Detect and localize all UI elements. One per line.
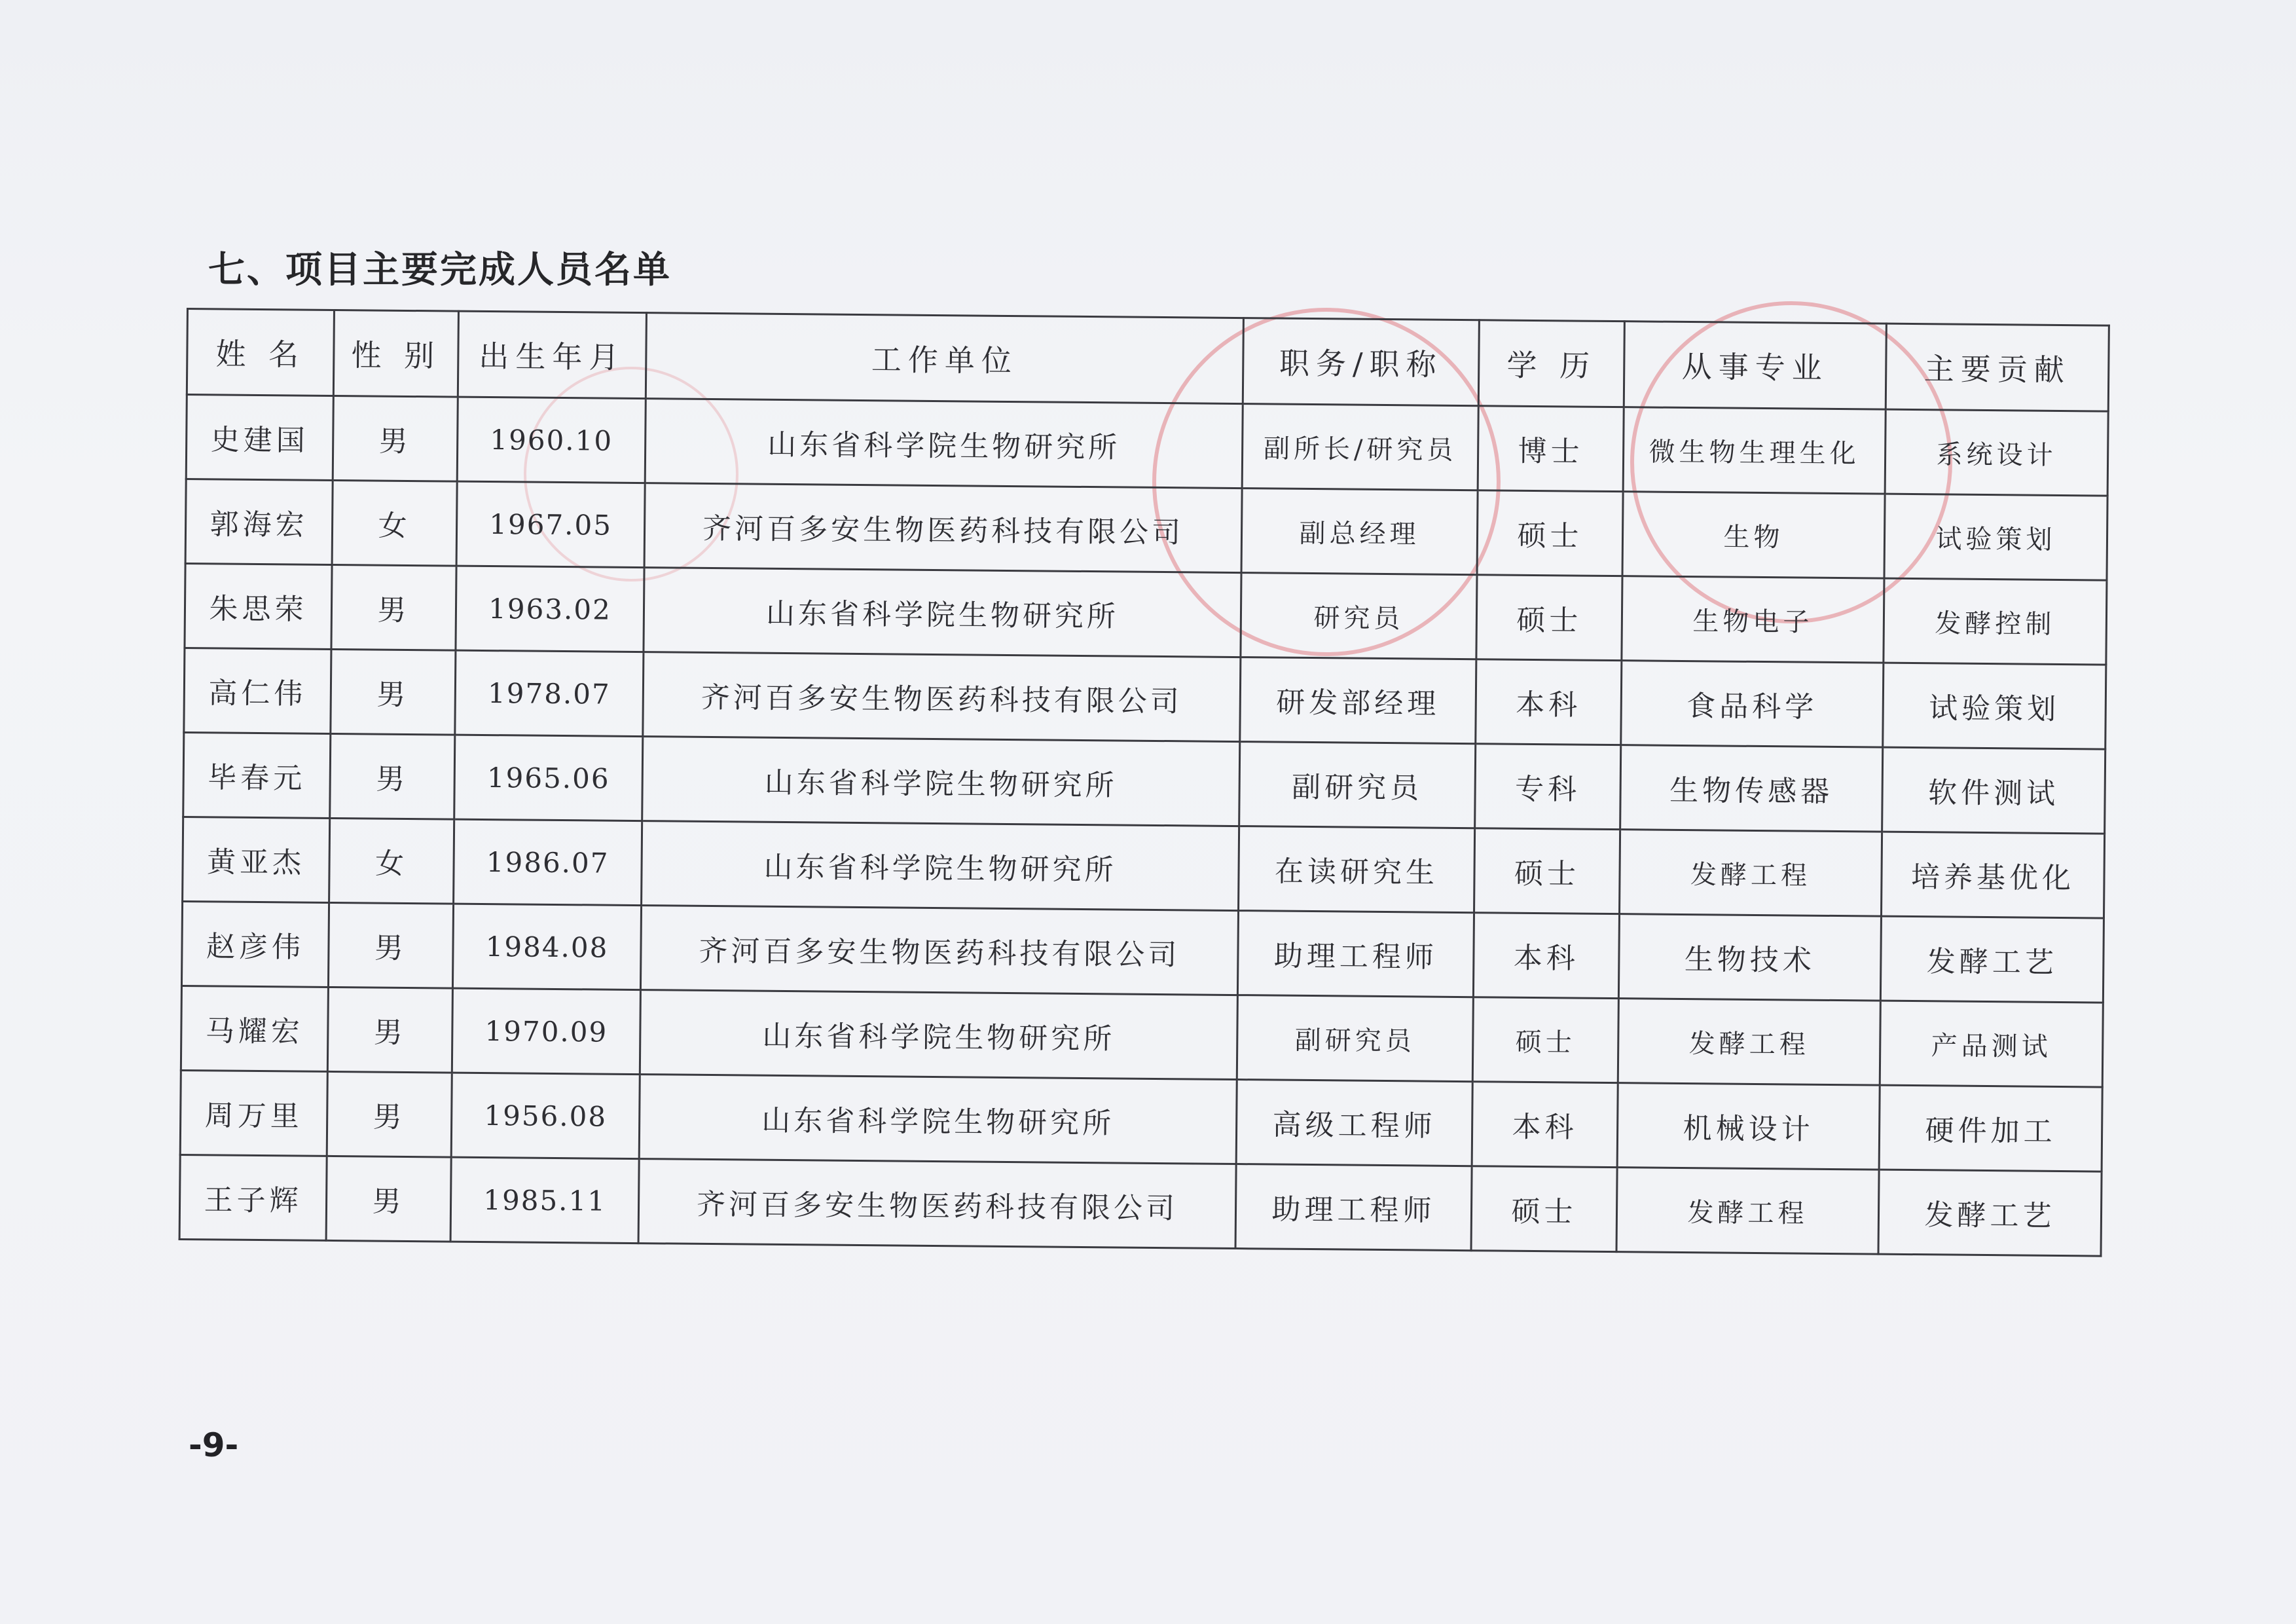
personnel-table: [179, 308, 2110, 1257]
cell-birth-date: 1965.06: [454, 735, 643, 821]
cell-education: 本科: [1476, 659, 1622, 745]
cell-position-title: 副研究员: [1237, 995, 1473, 1082]
cell-education: 硕士: [1474, 828, 1620, 914]
cell-birth-date: 1985.11: [450, 1157, 639, 1243]
page-number: -9-: [189, 1426, 239, 1464]
header-work-unit: 工作单位: [646, 313, 1243, 404]
cell-name: 朱思荣: [185, 563, 332, 649]
table-row: [181, 901, 2104, 1003]
cell-birth-date: 1956.08: [451, 1073, 640, 1158]
cell-education: 硕士: [1471, 1166, 1617, 1252]
cell-contribution: 硬件加工: [1879, 1085, 2102, 1172]
cell-contribution: 发酵控制: [1884, 578, 2107, 665]
cell-education: 本科: [1473, 913, 1619, 999]
cell-work-unit: 山东省科学院生物研究所: [640, 990, 1237, 1080]
cell-gender: 男: [331, 564, 456, 650]
table-row: [183, 732, 2105, 834]
table-row: [186, 395, 2108, 496]
cell-position-title: 助理工程师: [1235, 1164, 1472, 1251]
cell-gender: 男: [331, 649, 456, 735]
cell-work-unit: 山东省科学院生物研究所: [645, 399, 1243, 489]
cell-position-title: 副总经理: [1241, 489, 1478, 575]
table-row: [183, 817, 2105, 918]
cell-gender: 女: [332, 480, 457, 566]
header-gender: 性 别: [333, 310, 458, 397]
cell-gender: 男: [333, 396, 458, 481]
cell-contribution: 试验策划: [1883, 663, 2106, 749]
cell-gender: 男: [326, 1156, 451, 1242]
header-contribution: 主要贡献: [1886, 323, 2109, 411]
cell-contribution: 发酵工艺: [1880, 916, 2104, 1003]
personnel-table-container: [187, 308, 2108, 1240]
table-row: [179, 1154, 2102, 1256]
header-birth-date: 出生年月: [458, 311, 646, 398]
cell-contribution: 软件测试: [1882, 747, 2105, 834]
cell-position-title: 助理工程师: [1237, 911, 1474, 997]
cell-specialty: 食品科学: [1621, 661, 1884, 747]
cell-education: 硕士: [1472, 997, 1618, 1083]
cell-work-unit: 山东省科学院生物研究所: [639, 1075, 1237, 1164]
cell-birth-date: 1978.07: [455, 650, 644, 736]
header-name: 姓 名: [187, 309, 334, 396]
cell-birth-date: 1984.08: [452, 904, 641, 989]
cell-education: 本科: [1472, 1082, 1618, 1168]
cell-specialty: 生物电子: [1622, 576, 1884, 663]
cell-specialty: 生物: [1622, 492, 1885, 578]
cell-position-title: 副研究员: [1239, 742, 1476, 828]
cell-position-title: 在读研究生: [1239, 826, 1475, 913]
table-row: [181, 986, 2103, 1087]
cell-name: 毕春元: [183, 732, 331, 818]
cell-gender: 男: [327, 987, 452, 1073]
cell-name: 马耀宏: [181, 986, 328, 1071]
cell-birth-date: 1970.09: [452, 988, 640, 1074]
cell-contribution: 试验策划: [1884, 494, 2107, 580]
cell-birth-date: 1967.05: [456, 481, 645, 567]
cell-position-title: 研究员: [1241, 573, 1477, 659]
cell-specialty: 微生物生理生化: [1623, 407, 1886, 494]
cell-name: 周万里: [180, 1070, 327, 1156]
cell-work-unit: 齐河百多安生物医药科技有限公司: [644, 483, 1242, 573]
cell-birth-date: 1963.02: [456, 566, 644, 652]
cell-birth-date: 1960.10: [457, 397, 646, 483]
cell-name: 郭海宏: [185, 479, 333, 565]
cell-contribution: 产品测试: [1880, 1001, 2103, 1087]
cell-gender: 男: [328, 902, 453, 988]
cell-name: 黄亚杰: [183, 817, 330, 902]
cell-specialty: 生物传感器: [1620, 745, 1883, 832]
cell-position-title: 副所长/研究员: [1242, 404, 1478, 490]
header-specialty: 从事专业: [1624, 322, 1886, 409]
cell-gender: 男: [330, 733, 455, 819]
table-row: [185, 479, 2107, 581]
cell-specialty: 生物技术: [1618, 914, 1881, 1001]
cell-contribution: 发酵工艺: [1878, 1170, 2102, 1256]
cell-work-unit: 山东省科学院生物研究所: [642, 737, 1240, 826]
cell-specialty: 发酵工程: [1616, 1168, 1879, 1254]
cell-specialty: 发酵工程: [1620, 830, 1882, 916]
cell-education: 专科: [1475, 744, 1621, 830]
cell-gender: 男: [327, 1071, 452, 1157]
header-position-title: 职务/职称: [1243, 318, 1479, 406]
cell-gender: 女: [329, 818, 454, 904]
cell-work-unit: 齐河百多安生物医药科技有限公司: [638, 1159, 1236, 1249]
section-title: 七、项目主要完成人员名单: [208, 249, 672, 291]
cell-birth-date: 1986.07: [454, 819, 642, 905]
cell-work-unit: 山东省科学院生物研究所: [644, 568, 1241, 657]
cell-specialty: 发酵工程: [1618, 999, 1880, 1085]
table-row: [184, 648, 2106, 749]
cell-contribution: 培养基优化: [1881, 832, 2104, 918]
cell-education: 博士: [1478, 406, 1624, 492]
table-row: [185, 563, 2107, 665]
cell-position-title: 研发部经理: [1240, 657, 1476, 744]
cell-work-unit: 齐河百多安生物医药科技有限公司: [640, 906, 1238, 995]
cell-work-unit: 齐河百多安生物医药科技有限公司: [643, 652, 1241, 742]
cell-contribution: 系统设计: [1885, 409, 2108, 496]
cell-name: 王子辉: [179, 1154, 327, 1240]
cell-name: 高仁伟: [184, 648, 331, 733]
cell-name: 史建国: [186, 395, 333, 481]
table-header-row: [187, 309, 2109, 412]
table-row: [180, 1070, 2102, 1172]
cell-education: 硕士: [1477, 490, 1623, 576]
cell-work-unit: 山东省科学院生物研究所: [642, 821, 1239, 911]
header-education: 学 历: [1478, 320, 1624, 407]
cell-specialty: 机械设计: [1617, 1083, 1880, 1170]
cell-position-title: 高级工程师: [1236, 1080, 1472, 1166]
cell-education: 硕士: [1476, 575, 1622, 661]
cell-name: 赵彦伟: [181, 901, 329, 987]
